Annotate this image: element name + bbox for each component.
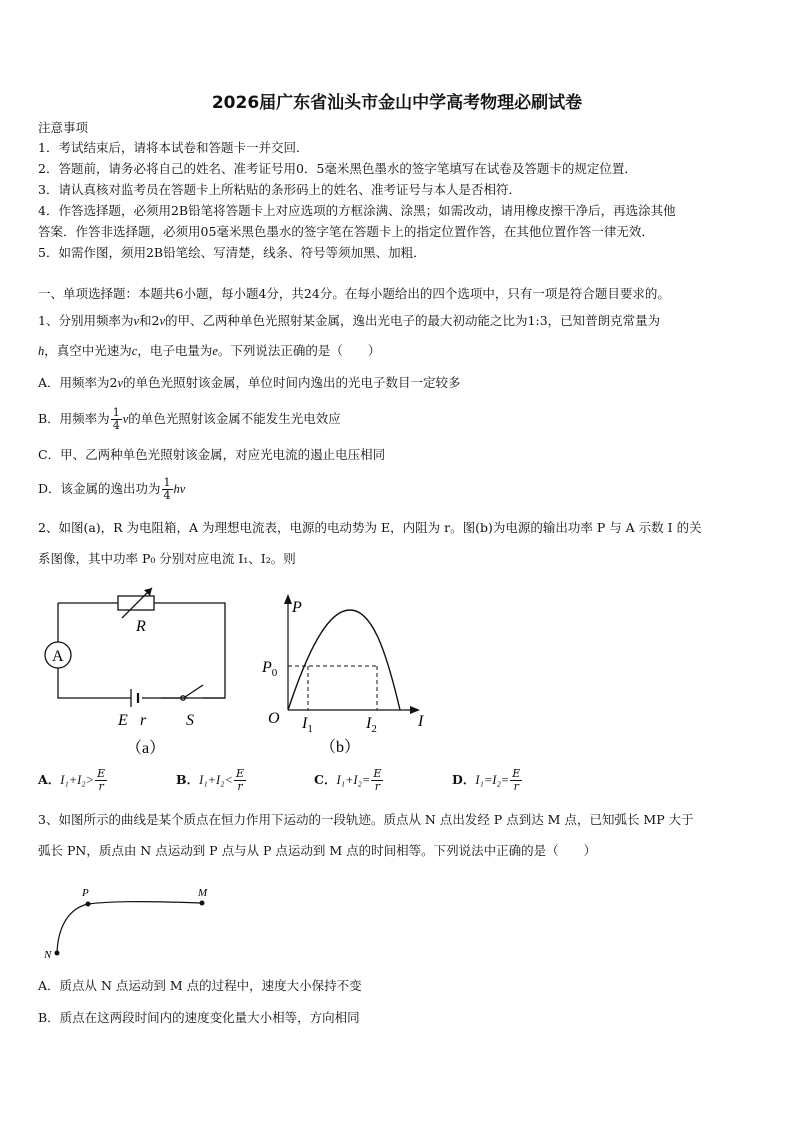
notice-item: 5．如需作图，须用2B铅笔绘、写清楚，线条、符号等须加黑、加粗． (38, 245, 426, 260)
figure-b-caption: （b） (320, 739, 361, 756)
section-heading: 一、单项选择题：本题共6小题，每小题4分，共24分。在每小题给出的四个选项中，只有一项是符合题目要求的。 (38, 286, 670, 301)
question-2-option-b: B．I₁+I₂< $\frac{E}{r}$ (176, 767, 244, 793)
question-2-stem-cont: 系图像，其中功率 P₀ 分别对应电流 I₁、I₂。则 (38, 551, 296, 566)
question-2-option-c: C．I₁+I₂= $\frac{E}{r}$ (314, 767, 382, 793)
p0-label: $P_0$ (262, 659, 278, 679)
question-3-stem-cont: 弧长 PN，质点由 N 点运动到 P 点与从 P 点运动到 M 点的时间相等。下列说法中正确的是（ ） (38, 843, 597, 858)
question-1-option-a: A．用频率为2ν的单色光照射该金属，单位时间内逸出的光电子数目一定较多 (38, 375, 461, 390)
internal-resistance-label: r (140, 712, 147, 729)
question-2-option-a: A．I₁+I₂> $\frac{E}{r}$ (38, 767, 106, 793)
question-2-stem: 2、如图(a)，R 为电阻箱，A 为理想电流表，电源的电动势为 E，内阻为 r。图(b)为电源的输出功率 P 与 A 示数 I 的关 (38, 520, 702, 535)
label-m: M (198, 887, 208, 899)
switch-label: S (186, 712, 194, 729)
question-1-option-c: C．甲、乙两种单色光照射该金属，对应光电流的遏止电压相同 (38, 447, 386, 462)
i1-label: $I_1$ (302, 715, 313, 735)
y-axis-label: P (292, 599, 302, 616)
point-p (86, 902, 91, 907)
resistor-box (118, 596, 154, 610)
question-3-option-b: B．质点在这两段时间内的速度变化量大小相等，方向相同 (38, 1010, 360, 1025)
switch-blade (185, 685, 203, 697)
point-n (55, 951, 60, 956)
i2-label: $I_2$ (366, 715, 377, 735)
notice-item: 4．作答选择题，必须用2B铅笔将答题卡上对应选项的方框涂满、涂黑；如需改动，请用橡皮擦干净后，再选涂其他 (38, 203, 676, 218)
notice-item: 2．答题前，请务必将自己的姓名、准考证号用0．5毫米黑色墨水的签字笔填写在试卷及答题卡的规定位置． (38, 161, 637, 176)
y-axis-arrow (284, 594, 292, 604)
power-curve (288, 610, 400, 710)
question-1-option-b: B．用频率为 $\frac{1}{4}$ ν的单色光照射该金属不能发生光电效应 (38, 406, 341, 432)
power-current-graph (258, 590, 438, 760)
question-3-stem: 3、如图所示的曲线是某个质点在恒力作用下运动的一段轨迹。质点从 N 点出发经 P 点到达 M 点，已知弧长 MP 大于 (38, 812, 694, 827)
x-axis-label: I (418, 713, 424, 730)
label-p: P (82, 887, 89, 899)
point-m (200, 901, 205, 906)
notice-item: 3．请认真核对监考员在答题卡上所粘贴的条形码上的姓名、准考证号与本人是否相符． (38, 182, 521, 197)
question-3-option-a: A．质点从 N 点运动到 M 点的过程中，速度大小保持不变 (38, 978, 362, 993)
resistor-label: R (136, 618, 146, 635)
question-1-stem: 1、分别用频率为ν和2ν的甲、乙两种单色光照射某金属，逸出光电子的最大初动能之比为1:3，已知普朗克常量为 (38, 313, 661, 328)
trajectory-figure (40, 880, 220, 965)
circuit-diagram (40, 585, 240, 760)
notice-item: 答案．作答非选择题，必须用05毫米黑色墨水的签字笔在答题卡上的指定位置作答，在其他位置作答一律无效． (38, 224, 654, 239)
emf-label: E (118, 712, 128, 729)
ammeter-label: A (52, 648, 64, 665)
page-title: 2026届广东省汕头市金山中学高考物理必刷试卷 (211, 93, 583, 113)
question-1-stem-cont: h，真空中光速为c，电子电量为e。下列说法正确的是（ ） (38, 343, 381, 358)
notice-item: 1．考试结束后，请将本试卷和答题卡一并交回． (38, 140, 309, 155)
trajectory-curve (57, 902, 202, 953)
figure-a-caption: （a） (126, 740, 166, 757)
notice-heading: 注意事项 (38, 120, 89, 135)
fraction: $\frac{1}{4}$ (112, 406, 120, 432)
origin-label: O (268, 710, 280, 727)
label-n: N (44, 949, 52, 961)
question-1-option-d: D．该金属的逸出功为 $\frac{1}{4}$ hν (38, 476, 186, 502)
question-2-option-d: D．I₁=I₂= $\frac{E}{r}$ (452, 767, 521, 793)
fraction: $\frac{1}{4}$ (163, 476, 171, 502)
